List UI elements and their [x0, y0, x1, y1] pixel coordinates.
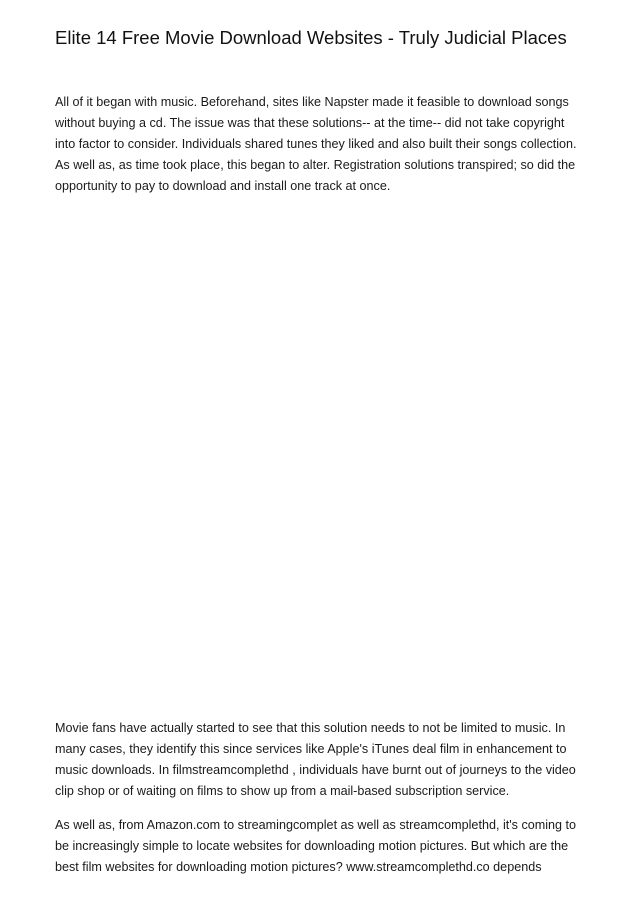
paragraph-download-sites: As well as, from Amazon.com to streamingcomplet as well as streamcomplethd, it's coming to be increasingly simple to locate websites for downloading motion pictures. But which are the best film websites for downloading motion pictures? www.streamcomplethd.co depends — [55, 818, 577, 874]
document-title: Elite 14 Free Movie Download Websites - Truly Judicial Places — [55, 27, 567, 48]
paragraph-intro: All of it began with music. Beforehand, sites like Napster made it feasible to download songs without buying a cd. The issue was that these solutions-- at the time-- did not take copyright into factor to consider. Individuals shared tunes they liked and also built their songs collection. As well as, as time took place, this began to alter. Registration solutions transpired; so did the opportunity to pay to download and install one track at once. — [55, 95, 577, 193]
paragraph-movie-fans: Movie fans have actually started to see that this solution needs to not be limited to music. In many cases, they identify this since services like Apple's iTunes deal film in enhancement to music downloads. In filmstreamcomplethd , individuals have burnt out of journeys to the video clip shop or of waiting on films to show up from a mail-based subscription service. — [55, 721, 576, 798]
